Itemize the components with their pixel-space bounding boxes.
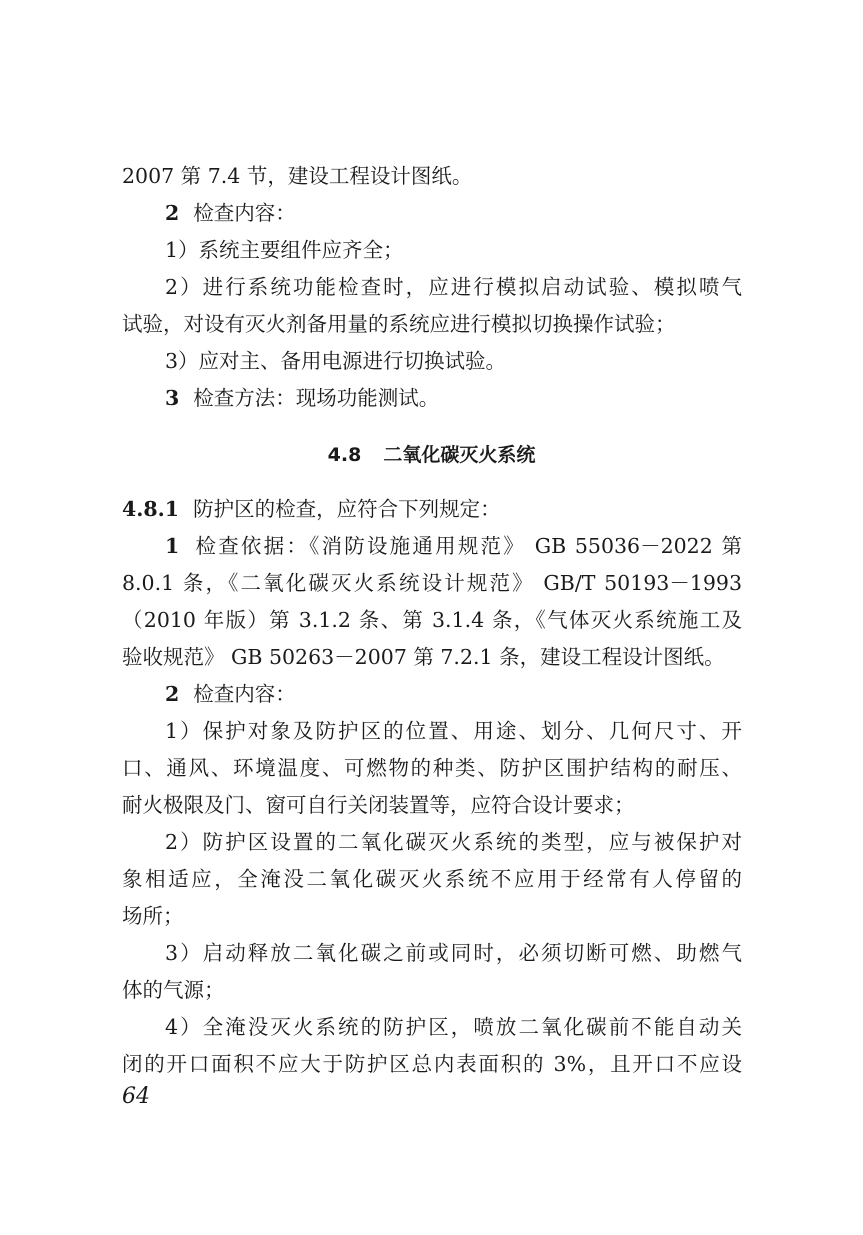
paragraph-line: （2010 年版）第 3.1.2 条、第 3.1.4 条，《气体灭火系统施工及 bbox=[122, 608, 742, 632]
page-number: 64 bbox=[122, 1084, 150, 1109]
item-heading bbox=[165, 528, 742, 564]
paragraph-line: 闭的开口面积不应大于防护区总内表面积的 3%，且开口不应设 bbox=[122, 1052, 742, 1076]
paragraph-line: 试验，对设有灭火剂备用量的系统应进行模拟切换操作试验； bbox=[122, 312, 676, 336]
item-number: 2 bbox=[165, 682, 180, 706]
paragraph-line: 耐火极限及门、窗可自行关闭装置等，应符合设计要求； bbox=[122, 793, 635, 817]
item-text: 检查依据：《消防设施通用规范》 GB 55036－2022 第 bbox=[193, 534, 742, 558]
paragraph-line: 验收规范》 GB 50263－2007 第 7.2.1 条，建设工程设计图纸。 bbox=[122, 645, 725, 669]
section-number: 4.8 bbox=[327, 444, 362, 466]
item-heading bbox=[165, 380, 742, 416]
section-heading bbox=[0, 437, 863, 473]
item-number: 1 bbox=[165, 534, 180, 558]
item-number: 2 bbox=[165, 201, 180, 225]
item-number: 3 bbox=[165, 386, 180, 410]
item-text: 检查内容： bbox=[193, 201, 296, 225]
list-item: 1）保护对象及防护区的位置、用途、划分、几何尺寸、开 bbox=[165, 719, 742, 743]
list-item: 2）进行系统功能检查时，应进行模拟启动试验、模拟喷气 bbox=[165, 275, 742, 299]
item-heading bbox=[165, 676, 742, 712]
section-title: 二氧化碳灭火系统 bbox=[383, 444, 536, 466]
paragraph-line: 口、通风、环境温度、可燃物的种类、防护区围护结构的耐压、 bbox=[122, 756, 742, 780]
paragraph-line: 体的气源； bbox=[122, 978, 225, 1002]
clause-heading bbox=[122, 491, 742, 527]
list-item: 3）应对主、备用电源进行切换试验。 bbox=[165, 349, 507, 373]
list-item: 1）系统主要组件应齐全； bbox=[165, 238, 404, 262]
clause-number: 4.8.1 bbox=[122, 497, 180, 521]
list-item: 4）全淹没灭火系统的防护区，喷放二氧化碳前不能自动关 bbox=[165, 1015, 742, 1039]
item-text: 检查方法：现场功能测试。 bbox=[193, 386, 440, 410]
item-text: 检查内容： bbox=[193, 682, 296, 706]
list-item: 3）启动释放二氧化碳之前或同时，必须切断可燃、助燃气 bbox=[165, 941, 742, 965]
paragraph-line: 场所； bbox=[122, 904, 184, 928]
list-item: 2）防护区设置的二氧化碳灭火系统的类型，应与被保护对 bbox=[165, 830, 742, 854]
item-heading bbox=[165, 195, 742, 231]
paragraph-line: 8.0.1 条，《二氧化碳灭火系统设计规范》 GB/T 50193－1993 bbox=[122, 571, 742, 595]
clause-text: 防护区的检查，应符合下列规定： bbox=[193, 497, 501, 521]
paragraph-line: 2007 第 7.4 节，建设工程设计图纸。 bbox=[122, 164, 473, 188]
paragraph-line: 象相适应，全淹没二氧化碳灭火系统不应用于经常有人停留的 bbox=[122, 867, 742, 891]
